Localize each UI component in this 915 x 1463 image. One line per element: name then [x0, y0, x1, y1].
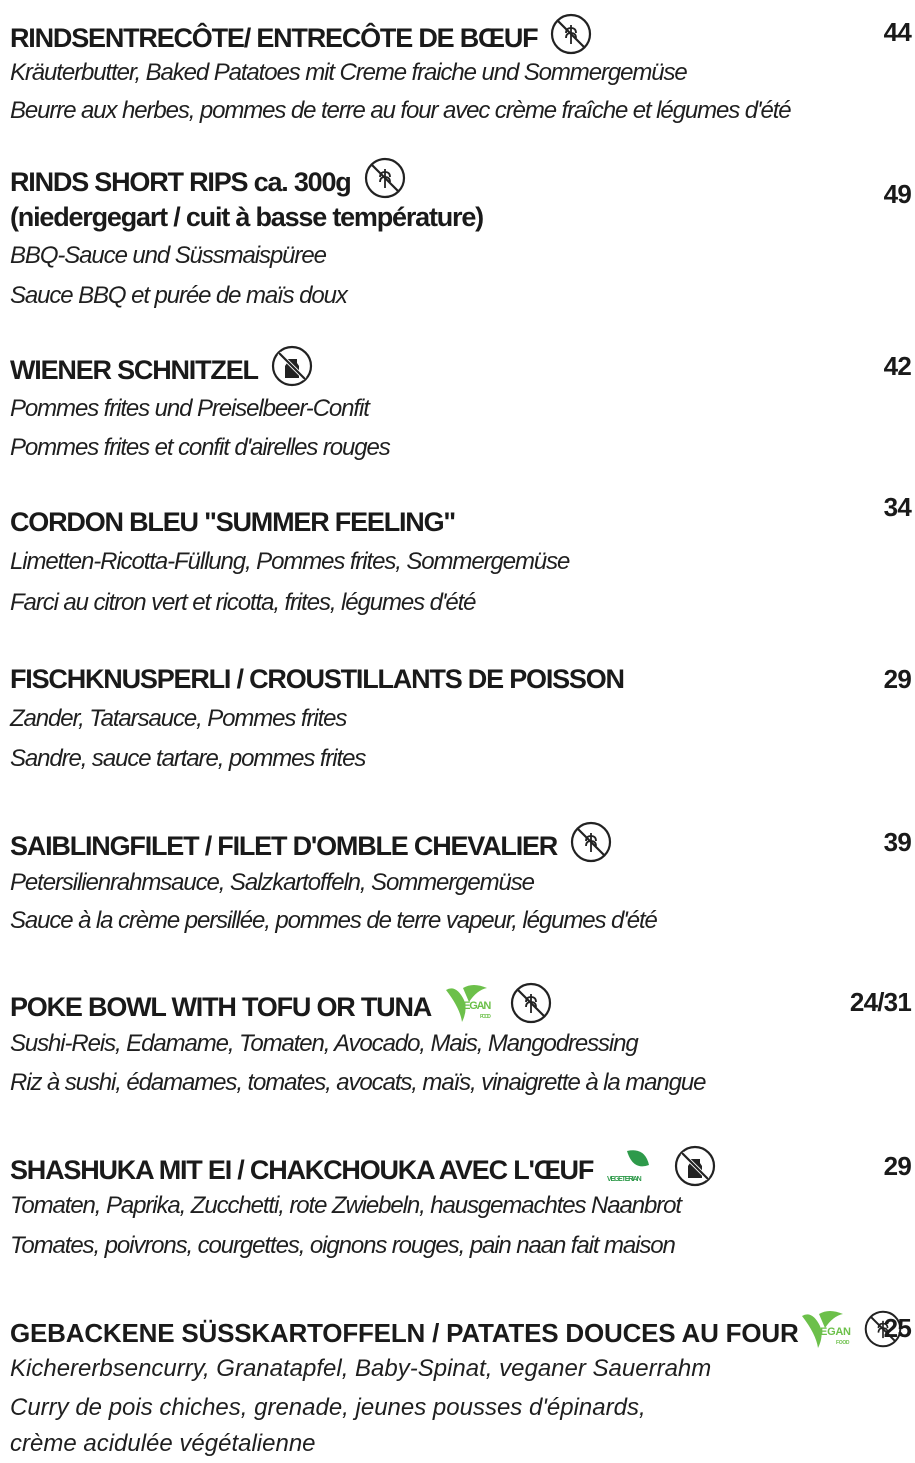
dish-price: 49	[883, 179, 911, 209]
svg-text:VEGAN: VEGAN	[812, 1326, 851, 1338]
dish-description-de: Sushi-Reis, Edamame, Tomaten, Avocado, Mais, Mangodressing	[10, 1030, 638, 1057]
dish-title	[10, 16, 593, 60]
vegetarian-icon	[605, 1147, 669, 1185]
dish-price: 29	[883, 1151, 911, 1181]
dish-title-text: SHASHUKA MIT EI / CHAKCHOUKA AVEC L'ŒUF	[10, 1155, 594, 1185]
dish-title	[10, 1148, 717, 1192]
dish-title-text: RINDS SHORT RIPS ca. 300g	[10, 167, 351, 197]
gluten-free-icon	[363, 156, 407, 200]
svg-text:FOOD: FOOD	[835, 1340, 849, 1346]
dish-description-de: Tomaten, Paprika, Zucchetti, rote Zwiebeln, hausgemachtes Naanbrot	[10, 1192, 681, 1219]
dish-description-de: BBQ-Sauce und Süssmaispüree	[10, 242, 326, 269]
dish-title-text: GEBACKENE SÜSSKARTOFFELN / PATATES DOUCES AU FOUR	[10, 1318, 799, 1348]
lactose-free-icon	[673, 1144, 717, 1188]
dish-description-de: Kräuterbutter, Baked Patatoes mit Creme fraiche und Sommergemüse	[10, 59, 687, 86]
dish-description-de: Kichererbsencurry, Granatapfel, Baby-Spinat, veganer Sauerrahm	[10, 1355, 712, 1382]
vegan-icon	[799, 1308, 859, 1350]
dish-description-de: Zander, Tatarsauce, Pommes frites	[10, 705, 347, 732]
dish-description-fr-cont: crème acidulée végétalienne	[10, 1430, 316, 1457]
dish-title	[10, 1312, 903, 1354]
dish-title	[10, 348, 314, 392]
dish-title-text: WIENER SCHNITZEL	[10, 355, 258, 385]
dish-price: 42	[883, 351, 911, 381]
dish-price: 34	[883, 492, 911, 522]
dish-title: FISCHKNUSPERLI / CROUSTILLANTS DE POISSON	[10, 664, 624, 694]
gluten-free-icon	[569, 820, 613, 864]
svg-text:VEGAN: VEGAN	[457, 1000, 491, 1012]
dish-subtitle: (niedergegart / cuit à basse température)	[10, 202, 483, 232]
svg-text:VEGETERIAN: VEGETERIAN	[607, 1176, 641, 1183]
dish-description-fr: Tomates, poivrons, courgettes, oignons rouges, pain naan fait maison	[10, 1232, 675, 1259]
svg-text:FOOD: FOOD	[480, 1014, 490, 1020]
dish-description-fr: Farci au citron vert et ricotta, frites, légumes d'été	[10, 589, 476, 616]
dish-description-fr: Riz à sushi, édamames, tomates, avocats, maïs, vinaigrette à la mangue	[10, 1069, 706, 1096]
dish-description-de: Petersilienrahmsauce, Salzkartoffeln, Sommergemüse	[10, 869, 534, 896]
dish-price: 25	[883, 1313, 911, 1343]
gluten-free-icon	[509, 981, 553, 1025]
dish-price: 24/31	[849, 987, 911, 1017]
dish-price: 29	[883, 664, 911, 694]
dish-title-text: POKE BOWL WITH TOFU OR TUNA	[10, 992, 432, 1022]
dish-title-text: SAIBLINGFILET / FILET D'OMBLE CHEVALIER	[10, 831, 558, 861]
dish-title	[10, 985, 553, 1029]
dish-description-de: Limetten-Ricotta-Füllung, Pommes frites, Sommergemüse	[10, 548, 570, 575]
dish-description-de: Pommes frites und Preiselbeer-Confit	[10, 395, 369, 422]
dish-price: 39	[883, 827, 911, 857]
dish-title	[10, 160, 407, 204]
dish-description-fr: Sandre, sauce tartare, pommes frites	[10, 745, 366, 772]
dish-description-fr: Beurre aux herbes, pommes de terre au four avec crème fraîche et légumes d'été	[10, 97, 791, 124]
lactose-free-icon	[270, 344, 314, 388]
gluten-free-icon	[549, 12, 593, 56]
dish-price: 44	[883, 17, 911, 47]
dish-title: CORDON BLEU "SUMMER FEELING"	[10, 507, 456, 537]
dish-description-fr: Sauce BBQ et purée de maïs doux	[10, 282, 347, 309]
dish-title-text: RINDSENTRECÔTE/ ENTRECÔTE DE BŒUF	[10, 23, 538, 53]
dish-description-fr: Sauce à la crème persillée, pommes de terre vapeur, légumes d'été	[10, 907, 657, 934]
dish-description-fr: Pommes frites et confit d'airelles rouges	[10, 434, 390, 461]
vegan-icon	[443, 982, 503, 1024]
dish-title	[10, 824, 613, 868]
dish-description-fr: Curry de pois chiches, grenade, jeunes pousses d'épinards,	[10, 1394, 646, 1421]
